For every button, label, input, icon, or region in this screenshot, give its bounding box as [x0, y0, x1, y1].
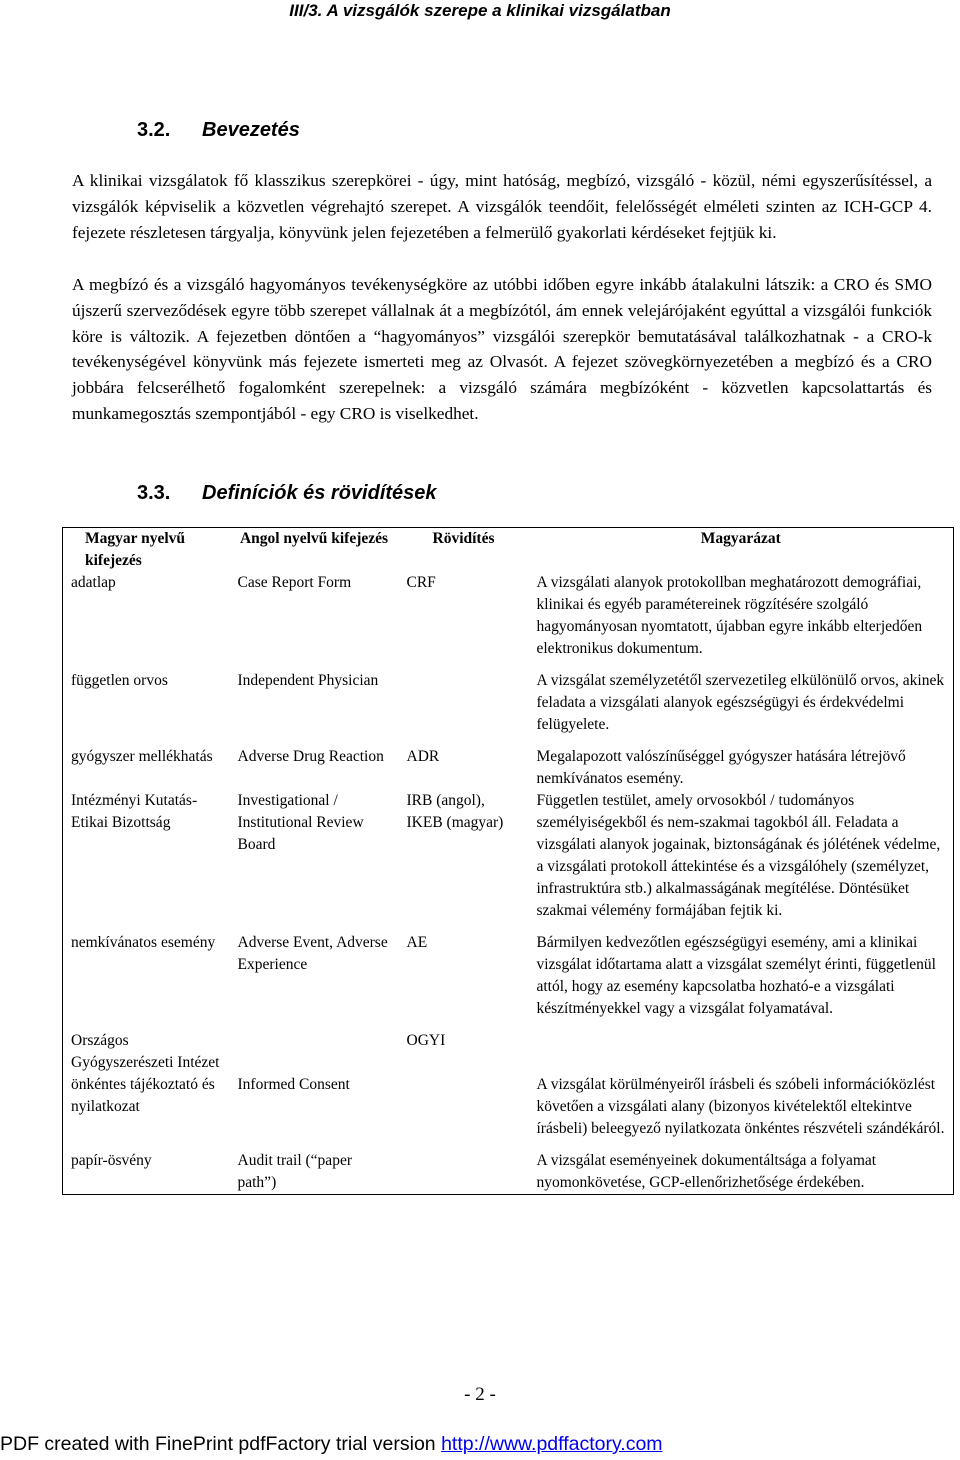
- cell-english: [230, 1030, 399, 1074]
- pdf-footer: [0, 1431, 663, 1457]
- cell-english: Investigational / Institutional Review Board: [237, 792, 364, 853]
- cell-hungarian: önkéntes tájékoztató és nyilatkozat: [71, 1076, 215, 1115]
- table-row: [63, 1150, 954, 1195]
- header-explanation: Magyarázat: [700, 530, 781, 547]
- cell-explanation: Megalapozott valószínűséggel gyógyszer hatására létrejövő nemkívánatos esemény.: [536, 748, 906, 787]
- table-row: [63, 1030, 954, 1074]
- cell-hungarian: gyógyszer mellékhatás: [71, 748, 213, 765]
- section-heading-intro: [137, 118, 300, 142]
- cell-abbreviation: OGYI: [406, 1032, 446, 1049]
- cell-abbreviation: [399, 1074, 529, 1150]
- cell-abbreviation: [399, 1150, 529, 1195]
- cell-hungarian: papír-ösvény: [71, 1152, 152, 1169]
- table-row: [63, 790, 954, 932]
- cell-abbreviation: CRF: [406, 574, 436, 591]
- cell-english: Audit trail (“paper path”): [237, 1152, 352, 1191]
- cell-hungarian: Országos Gyógyszerészeti Intézet: [71, 1032, 220, 1071]
- cell-abbreviation: IRB (angol), IKEB (magyar): [406, 792, 504, 831]
- footer-text: PDF created with FinePrint pdfFactory trial version: [0, 1433, 442, 1455]
- header-hungarian: Magyar nyelvű kifejezés: [85, 530, 186, 569]
- section-title: Bevezetés: [202, 119, 300, 141]
- cell-english: Adverse Event, Adverse Experience: [237, 934, 388, 973]
- cell-hungarian: független orvos: [71, 672, 168, 689]
- cell-hungarian: nemkívánatos esemény: [71, 934, 216, 951]
- cell-hungarian: adatlap: [71, 574, 116, 591]
- cell-explanation: A vizsgálat eseményeinek dokumentáltsága a folyamat nyomonkövetése, GCP-ellenőrizhetősége érdekében.: [536, 1152, 877, 1191]
- intro-paragraph-2: A megbízó és a vizsgáló hagyományos tevékenységköre az utóbbi időben egyre inkább átalakulni látszik: a CRO és SMO újszerű szerveződések egyre több szerepet vállalnak át a megbízótól, ám ennek velejárójaként egyúttal a vizsgálói funkciók köre is változik. A fejezetben döntően a “hagyományos” vizsgálói szerepkör bemutatásával találkozhatnak - a CRO-k tevékenységével könyvünk más fejezete ismerteti meg az Olvasót. A fejezet szövegkörnyezetében a megbízó és a CRO jobbára felcserélhető fogalomként szerepelnek: a vizsgáló számára megbízóként - közvetlen kapcsolattartás és munkamegosztás szempontjából - egy CRO is viselkedhet.: [72, 275, 932, 423]
- page-number: - 2 -: [464, 1384, 496, 1405]
- intro-paragraph-1: A klinikai vizsgálatok fő klasszikus szerepkörei - úgy, mint hatóság, megbízó, vizsgáló - közül, némi egyszerűsítéssel, a vizsgálók képviselik a közvetlen végrehajtó szerepet. A vizsgálók teendőit, felelősségét elméleti szinten az ICH-GCP 4. fejezete részletesen tárgyalja, könyvünk jelen fejezetében a felmerülő gyakorlati kérdéseket fejtjük ki.: [72, 171, 932, 242]
- table-row: [63, 670, 954, 746]
- cell-explanation: A vizsgálat személyzetétől szervezetileg elkülönülő orvos, akinek feladata a vizsgálati alanyok egészségügyi és érdekvédelmi felügyelete.: [536, 672, 945, 733]
- running-header: III/3. A vizsgálók szerepe a klinikai vizsgálatban: [289, 1, 671, 20]
- table-row: [63, 746, 954, 790]
- table-row: [63, 1074, 954, 1150]
- cell-english: Adverse Drug Reaction: [237, 748, 384, 765]
- table-row: [63, 572, 954, 670]
- section-number: 3.3.: [137, 482, 171, 504]
- cell-explanation: A vizsgálati alanyok protokollban meghatározott demográfiai, klinikai és egyéb paramétereinek rögzítésére szolgáló hagyományosan nyomtatott, újabban egyre inkább elterjedően elektronikus dokumentum.: [536, 574, 923, 657]
- cell-abbreviation: ADR: [406, 748, 440, 765]
- cell-explanation: [529, 1030, 954, 1074]
- cell-explanation: A vizsgálat körülményeiről írásbeli és szóbeli információközlést követően a vizsgálati alany (bizonyos kivételektől eltekintve írásbeli) beleegyező nyilatkozata önkéntes részvételi szándékáról.: [536, 1076, 945, 1137]
- cell-explanation: Független testület, amely orvosokból / tudományos személyiségekből és nem-szakmai tagokból áll. Feladata a vizsgálati alanyok jogainak, biztonságának és jólétének védelme, a vizsgálati protokoll áttekintése és a vizsgálóhely (személyzet, infrastruktúra stb.) alkalmasságának megítélése. Döntésüket szakmai vélemény formájában fejtik ki.: [536, 792, 941, 919]
- cell-english: Informed Consent: [237, 1076, 350, 1093]
- cell-abbreviation: [399, 670, 529, 746]
- table-row: [63, 932, 954, 1030]
- table-header-row: [63, 528, 954, 573]
- footer-link[interactable]: http://www.pdffactory.com: [441, 1433, 663, 1455]
- header-abbreviation: Rövidítés: [432, 530, 495, 547]
- cell-english: Independent Physician: [237, 672, 379, 689]
- section-number: 3.2.: [137, 119, 171, 141]
- cell-hungarian: Intézményi Kutatás-Etikai Bizottság: [71, 792, 198, 831]
- cell-explanation: Bármilyen kedvezőtlen egészségügyi esemény, ami a klinikai vizsgálat időtartama alatt a vizsgálat személyt érinti, függetlenül attól, hogy az esemény kapcsolatba hozható-e a vizsgálati készítményekkel vagy a vizsgálat folyamatával.: [536, 934, 936, 1017]
- cell-english: Case Report Form: [237, 574, 352, 591]
- header-english: Angol nyelvű kifejezés: [239, 530, 389, 547]
- section-title: Definíciók és rövidítések: [202, 482, 437, 504]
- definitions-table: [62, 527, 954, 1195]
- section-heading-definitions: [137, 481, 437, 505]
- cell-abbreviation: AE: [406, 934, 428, 951]
